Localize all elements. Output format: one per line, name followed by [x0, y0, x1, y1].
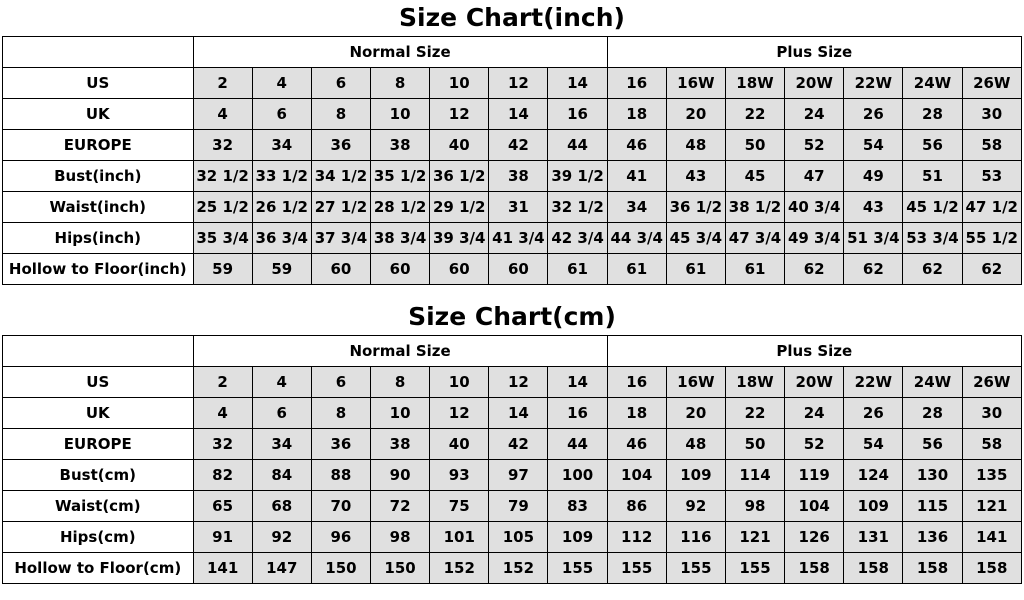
table-cell: 16 — [548, 398, 607, 429]
table-cell: 4 — [193, 398, 252, 429]
table-cell: 121 — [962, 491, 1021, 522]
table-cell: 34 1/2 — [311, 161, 370, 192]
table-cell: 38 3/4 — [371, 223, 430, 254]
table-cell: 24 — [785, 398, 844, 429]
table-cell: 93 — [430, 460, 489, 491]
table-cell: 150 — [371, 553, 430, 584]
table-row — [3, 460, 1022, 491]
table-cell: 32 — [193, 429, 252, 460]
table-cell: 56 — [903, 429, 962, 460]
row-label: UK — [3, 398, 194, 429]
table-cell: 62 — [844, 254, 903, 285]
table-cell: 62 — [903, 254, 962, 285]
size-chart-block-2 — [0, 299, 1024, 584]
table-cell: 18W — [725, 68, 784, 99]
table-cell: 16W — [666, 367, 725, 398]
table-cell: 22 — [725, 99, 784, 130]
table-cell: 26 1/2 — [252, 192, 311, 223]
table-row — [3, 68, 1022, 99]
row-label: Hips(inch) — [3, 223, 194, 254]
table-cell: 20W — [785, 68, 844, 99]
table-cell: 104 — [607, 460, 666, 491]
table-row — [3, 130, 1022, 161]
table-cell: 126 — [785, 522, 844, 553]
table-cell: 8 — [311, 398, 370, 429]
table-cell: 61 — [548, 254, 607, 285]
table-cell: 42 3/4 — [548, 223, 607, 254]
table-cell: 34 — [252, 429, 311, 460]
table-cell: 101 — [430, 522, 489, 553]
table-cell: 22W — [844, 68, 903, 99]
table-cell: 53 — [962, 161, 1021, 192]
table-cell: 124 — [844, 460, 903, 491]
table-cell: 6 — [311, 68, 370, 99]
table-cell: 43 — [666, 161, 725, 192]
table-cell: 48 — [666, 429, 725, 460]
table-cell: 2 — [193, 367, 252, 398]
table-cell: 82 — [193, 460, 252, 491]
table-cell: 41 3/4 — [489, 223, 548, 254]
table-cell: 8 — [371, 367, 430, 398]
table-row — [3, 491, 1022, 522]
table-cell: 14 — [489, 99, 548, 130]
table-cell: 47 3/4 — [725, 223, 784, 254]
table-cell: 12 — [489, 367, 548, 398]
table-row — [3, 99, 1022, 130]
table-cell: 39 3/4 — [430, 223, 489, 254]
table-cell: 54 — [844, 130, 903, 161]
table-cell: 131 — [844, 522, 903, 553]
table-cell: 158 — [844, 553, 903, 584]
table-cell: 46 — [607, 429, 666, 460]
table-cell: 92 — [666, 491, 725, 522]
table-cell: 52 — [785, 130, 844, 161]
table-cell: 158 — [903, 553, 962, 584]
table-cell: 14 — [548, 68, 607, 99]
table-cell: 6 — [311, 367, 370, 398]
table-cell: 98 — [371, 522, 430, 553]
table-row — [3, 429, 1022, 460]
table-cell: 40 3/4 — [785, 192, 844, 223]
table-cell: 158 — [962, 553, 1021, 584]
table-cell: 33 1/2 — [252, 161, 311, 192]
table-cell: 12 — [430, 398, 489, 429]
table-cell: 136 — [903, 522, 962, 553]
row-label: Bust(cm) — [3, 460, 194, 491]
table-cell: 61 — [725, 254, 784, 285]
table-cell: 60 — [371, 254, 430, 285]
table-row — [3, 223, 1022, 254]
table-cell: 28 — [903, 398, 962, 429]
table-cell: 75 — [430, 491, 489, 522]
table-cell: 109 — [548, 522, 607, 553]
table-row — [3, 161, 1022, 192]
table-cell: 6 — [252, 398, 311, 429]
table-cell: 38 — [489, 161, 548, 192]
row-label: Hollow to Floor(inch) — [3, 254, 194, 285]
table-cell: 50 — [725, 429, 784, 460]
table-cell: 20 — [666, 99, 725, 130]
table-cell: 61 — [607, 254, 666, 285]
table-cell: 65 — [193, 491, 252, 522]
table-cell: 38 — [371, 130, 430, 161]
table-cell: 26W — [962, 367, 1021, 398]
table-cell: 109 — [844, 491, 903, 522]
table-cell: 79 — [489, 491, 548, 522]
table-cell: 16W — [666, 68, 725, 99]
table-row — [3, 367, 1022, 398]
table-cell: 10 — [430, 367, 489, 398]
table-cell: 43 — [844, 192, 903, 223]
group-header-row — [3, 336, 1022, 367]
table-cell: 8 — [311, 99, 370, 130]
table-cell: 59 — [252, 254, 311, 285]
table-cell: 98 — [725, 491, 784, 522]
table-cell: 92 — [252, 522, 311, 553]
table-cell: 72 — [371, 491, 430, 522]
table-cell: 40 — [430, 429, 489, 460]
row-label: EUROPE — [3, 429, 194, 460]
table-cell: 24W — [903, 367, 962, 398]
table-cell: 10 — [371, 398, 430, 429]
table-cell: 39 1/2 — [548, 161, 607, 192]
table-cell: 10 — [430, 68, 489, 99]
table-cell: 37 3/4 — [311, 223, 370, 254]
table-cell: 4 — [252, 68, 311, 99]
chart-title: Size Chart(inch) — [399, 3, 625, 32]
table-cell: 42 — [489, 130, 548, 161]
row-label: EUROPE — [3, 130, 194, 161]
table-cell: 119 — [785, 460, 844, 491]
table-cell: 32 1/2 — [548, 192, 607, 223]
row-label: UK — [3, 99, 194, 130]
chart-spacer — [0, 285, 1024, 299]
table-cell: 62 — [962, 254, 1021, 285]
corner-cell — [3, 37, 194, 68]
table-cell: 31 — [489, 192, 548, 223]
table-cell: 90 — [371, 460, 430, 491]
table-cell: 45 1/2 — [903, 192, 962, 223]
table-cell: 34 — [252, 130, 311, 161]
table-cell: 109 — [666, 460, 725, 491]
table-cell: 60 — [311, 254, 370, 285]
table-cell: 41 — [607, 161, 666, 192]
table-cell: 29 1/2 — [430, 192, 489, 223]
size-chart-block-1 — [0, 0, 1024, 285]
table-cell: 4 — [252, 367, 311, 398]
table-cell: 45 — [725, 161, 784, 192]
chart-title: Size Chart(cm) — [408, 302, 616, 331]
table-cell: 44 3/4 — [607, 223, 666, 254]
table-cell: 60 — [430, 254, 489, 285]
table-cell: 51 — [903, 161, 962, 192]
table-cell: 35 3/4 — [193, 223, 252, 254]
size-table — [2, 335, 1022, 584]
table-cell: 51 3/4 — [844, 223, 903, 254]
table-cell: 47 — [785, 161, 844, 192]
table-cell: 32 1/2 — [193, 161, 252, 192]
table-cell: 48 — [666, 130, 725, 161]
table-cell: 97 — [489, 460, 548, 491]
table-cell: 14 — [548, 367, 607, 398]
group-header-normal-size: Normal Size — [193, 336, 607, 367]
table-cell: 112 — [607, 522, 666, 553]
row-label: Waist(cm) — [3, 491, 194, 522]
size-table — [2, 36, 1022, 285]
table-cell: 62 — [785, 254, 844, 285]
row-label: Bust(inch) — [3, 161, 194, 192]
table-cell: 44 — [548, 130, 607, 161]
table-cell: 30 — [962, 99, 1021, 130]
table-cell: 6 — [252, 99, 311, 130]
table-cell: 18 — [607, 99, 666, 130]
table-cell: 35 1/2 — [371, 161, 430, 192]
table-cell: 28 1/2 — [371, 192, 430, 223]
table-cell: 26 — [844, 398, 903, 429]
table-cell: 36 1/2 — [430, 161, 489, 192]
table-cell: 52 — [785, 429, 844, 460]
table-cell: 96 — [311, 522, 370, 553]
table-cell: 68 — [252, 491, 311, 522]
table-cell: 116 — [666, 522, 725, 553]
row-label: Waist(inch) — [3, 192, 194, 223]
table-cell: 24W — [903, 68, 962, 99]
table-cell: 49 — [844, 161, 903, 192]
table-cell: 18W — [725, 367, 784, 398]
corner-cell — [3, 336, 194, 367]
table-cell: 88 — [311, 460, 370, 491]
table-cell: 22 — [725, 398, 784, 429]
table-cell: 32 — [193, 130, 252, 161]
row-label: Hips(cm) — [3, 522, 194, 553]
group-header-normal-size: Normal Size — [193, 37, 607, 68]
table-cell: 38 1/2 — [725, 192, 784, 223]
table-cell: 45 3/4 — [666, 223, 725, 254]
group-header-row — [3, 37, 1022, 68]
table-cell: 58 — [962, 429, 1021, 460]
table-cell: 53 3/4 — [903, 223, 962, 254]
table-cell: 152 — [430, 553, 489, 584]
table-cell: 115 — [903, 491, 962, 522]
table-cell: 141 — [193, 553, 252, 584]
table-cell: 16 — [607, 367, 666, 398]
table-cell: 141 — [962, 522, 1021, 553]
table-cell: 12 — [489, 68, 548, 99]
table-cell: 36 3/4 — [252, 223, 311, 254]
table-cell: 49 3/4 — [785, 223, 844, 254]
table-cell: 150 — [311, 553, 370, 584]
table-cell: 30 — [962, 398, 1021, 429]
table-cell: 44 — [548, 429, 607, 460]
row-label: US — [3, 68, 194, 99]
table-cell: 4 — [193, 99, 252, 130]
table-cell: 147 — [252, 553, 311, 584]
table-cell: 40 — [430, 130, 489, 161]
table-cell: 38 — [371, 429, 430, 460]
table-cell: 16 — [548, 99, 607, 130]
table-row — [3, 553, 1022, 584]
table-cell: 104 — [785, 491, 844, 522]
table-cell: 59 — [193, 254, 252, 285]
table-cell: 155 — [666, 553, 725, 584]
table-cell: 61 — [666, 254, 725, 285]
group-header-plus-size: Plus Size — [607, 37, 1021, 68]
table-cell: 158 — [785, 553, 844, 584]
table-cell: 36 1/2 — [666, 192, 725, 223]
table-cell: 20W — [785, 367, 844, 398]
table-cell: 60 — [489, 254, 548, 285]
row-label: US — [3, 367, 194, 398]
table-cell: 155 — [725, 553, 784, 584]
table-cell: 34 — [607, 192, 666, 223]
table-cell: 26W — [962, 68, 1021, 99]
table-cell: 105 — [489, 522, 548, 553]
table-cell: 36 — [311, 130, 370, 161]
table-cell: 91 — [193, 522, 252, 553]
table-row — [3, 254, 1022, 285]
table-cell: 42 — [489, 429, 548, 460]
table-cell: 121 — [725, 522, 784, 553]
table-row — [3, 522, 1022, 553]
table-cell: 27 1/2 — [311, 192, 370, 223]
table-cell: 152 — [489, 553, 548, 584]
table-cell: 83 — [548, 491, 607, 522]
table-cell: 16 — [607, 68, 666, 99]
row-label: Hollow to Floor(cm) — [3, 553, 194, 584]
table-cell: 22W — [844, 367, 903, 398]
table-cell: 50 — [725, 130, 784, 161]
table-cell: 26 — [844, 99, 903, 130]
table-cell: 114 — [725, 460, 784, 491]
table-cell: 130 — [903, 460, 962, 491]
group-header-plus-size: Plus Size — [607, 336, 1021, 367]
table-cell: 135 — [962, 460, 1021, 491]
table-cell: 28 — [903, 99, 962, 130]
table-cell: 8 — [371, 68, 430, 99]
table-cell: 24 — [785, 99, 844, 130]
table-cell: 46 — [607, 130, 666, 161]
table-cell: 12 — [430, 99, 489, 130]
table-cell: 25 1/2 — [193, 192, 252, 223]
table-cell: 155 — [548, 553, 607, 584]
table-cell: 84 — [252, 460, 311, 491]
table-row — [3, 398, 1022, 429]
table-cell: 47 1/2 — [962, 192, 1021, 223]
table-cell: 155 — [607, 553, 666, 584]
table-cell: 10 — [371, 99, 430, 130]
table-cell: 2 — [193, 68, 252, 99]
table-cell: 55 1/2 — [962, 223, 1021, 254]
table-cell: 70 — [311, 491, 370, 522]
table-cell: 86 — [607, 491, 666, 522]
table-cell: 56 — [903, 130, 962, 161]
table-cell: 54 — [844, 429, 903, 460]
table-cell: 20 — [666, 398, 725, 429]
table-cell: 36 — [311, 429, 370, 460]
table-cell: 58 — [962, 130, 1021, 161]
table-cell: 18 — [607, 398, 666, 429]
table-row — [3, 192, 1022, 223]
table-cell: 14 — [489, 398, 548, 429]
table-cell: 100 — [548, 460, 607, 491]
